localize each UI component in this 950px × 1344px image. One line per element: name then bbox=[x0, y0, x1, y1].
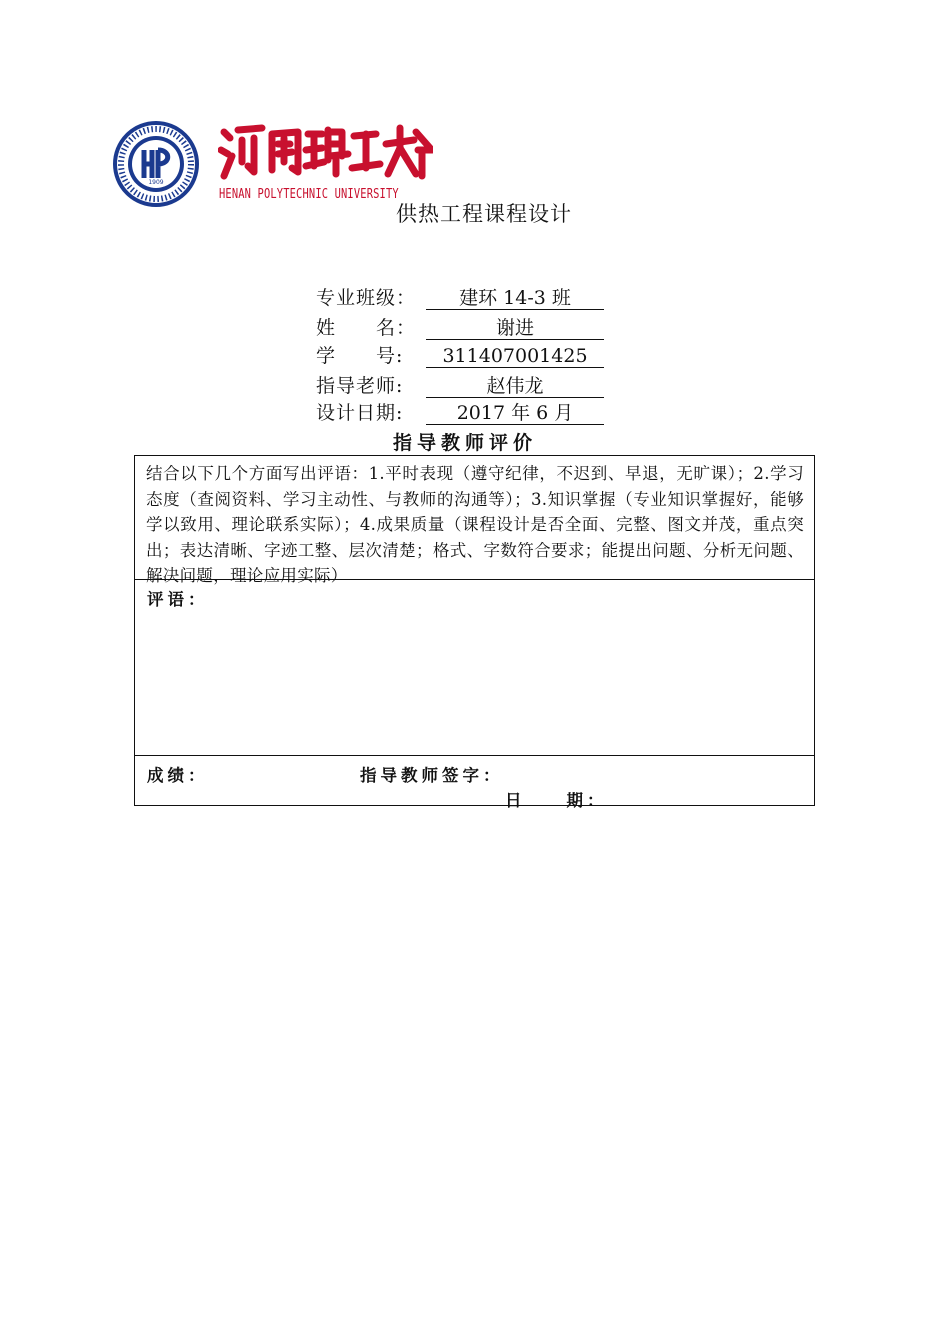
university-english-name: HENAN POLYTECHNIC UNIVERSITY bbox=[219, 187, 399, 202]
info-row-name bbox=[316, 317, 534, 339]
grade-label: 成绩： bbox=[147, 766, 209, 785]
student-id-value: 311407001425 bbox=[426, 345, 604, 368]
signature-label: 指导教师签字： bbox=[360, 766, 504, 785]
comment-label: 评语： bbox=[147, 590, 209, 609]
info-row-major bbox=[316, 287, 571, 309]
evaluation-date-label: 日 期： bbox=[505, 791, 608, 810]
document-title: 供热工程课程设计 bbox=[396, 202, 572, 226]
evaluation-section-title: 指导教师评价 bbox=[392, 432, 537, 454]
major-value: 建环 14-3 班 bbox=[426, 287, 604, 310]
evaluation-criteria: 结合以下几个方面写出评语：1.平时表现（遵守纪律，不迟到、早退，无旷课）；2.学习态度（查阅资料、学习主动性、与教师的沟通等）；3.知识掌握（专业知识掌握好，能够学以致用、理论联系实际）；4.成果质量（课程设计是否全面、完整、图文并茂，重点突出；表达清晰、字迹工整、层次清楚；格式、字数符合要求；能提出问题、分析无问题、解决问题，理论应用实际） bbox=[135, 456, 814, 580]
evaluation-table bbox=[134, 455, 815, 810]
svg-text:1909: 1909 bbox=[148, 179, 164, 186]
name-value: 谢进 bbox=[426, 317, 604, 340]
info-row-teacher bbox=[316, 375, 544, 397]
teacher-value: 赵伟龙 bbox=[426, 375, 604, 398]
grade-signature-cell bbox=[135, 756, 814, 810]
name-label: 姓 名： bbox=[316, 317, 417, 339]
design-date-value: 2017 年 6 月 bbox=[426, 402, 604, 425]
info-row-id bbox=[316, 345, 588, 367]
student-id-label: 学 号: bbox=[316, 345, 404, 367]
design-date-label: 设计日期: bbox=[316, 402, 404, 424]
major-label: 专业班级： bbox=[316, 287, 417, 309]
teacher-label: 指导老师: bbox=[316, 375, 404, 397]
comment-cell[interactable] bbox=[135, 580, 814, 756]
university-seal-logo bbox=[113, 120, 199, 208]
info-row-date bbox=[316, 402, 574, 424]
